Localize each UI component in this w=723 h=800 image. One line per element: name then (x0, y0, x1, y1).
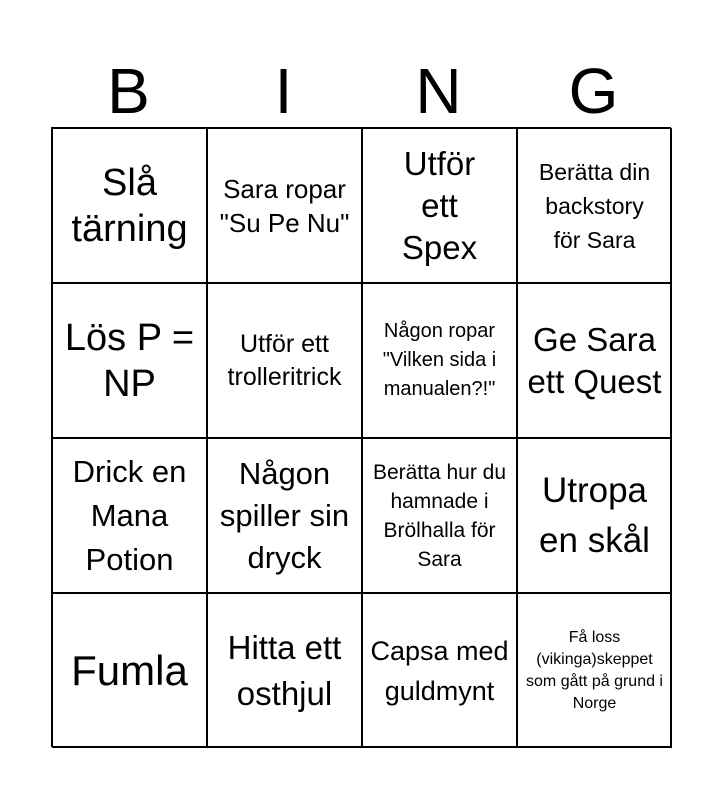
bingo-cell-13[interactable] (52, 593, 207, 748)
bingo-cell-16[interactable] (517, 593, 672, 748)
header-letter-n: N (415, 55, 462, 127)
bingo-cell-5[interactable] (52, 283, 207, 438)
bingo-cell-text: Få loss (vikinga)skeppet som gått på grund i Norge (526, 628, 663, 712)
bingo-cell-1[interactable] (52, 128, 207, 283)
header-letter-b: B (107, 55, 150, 127)
bingo-cell-text: Berätta hur du hamnade i Brölhalla för Sara (372, 460, 507, 571)
bingo-cell-8[interactable] (517, 283, 672, 438)
bingo-cell-12[interactable] (517, 438, 672, 593)
bingo-cell-text: Capsa med guldmynt (370, 635, 509, 706)
bingo-cell-text: Berätta din backstory för Sara (538, 158, 651, 253)
bingo-cell-text: Utför ett trolleritrick (227, 329, 342, 391)
bingo-cell-6[interactable] (207, 283, 362, 438)
bingo-cell-text: Sara ropar "Su Pe Nu" (219, 173, 350, 238)
bingo-cell-text: Hitta ett osthjul (227, 628, 342, 712)
bingo-cell-4[interactable] (517, 128, 672, 283)
bingo-cell-text: Drick en Mana Potion (72, 453, 187, 577)
bingo-cell-15[interactable] (362, 593, 517, 748)
header-letter-i: I (274, 55, 293, 127)
bingo-cell-text: Någon spiller sin dryck (219, 455, 350, 575)
bingo-header (51, 54, 671, 128)
bingo-cell-11[interactable] (362, 438, 517, 593)
bingo-cell-7[interactable] (362, 283, 517, 438)
bingo-cell-text: Fumla (71, 647, 188, 694)
bingo-cell-text: Utropa en skål (539, 470, 650, 560)
bingo-cell-10[interactable] (207, 438, 362, 593)
bingo-cell-3[interactable] (362, 128, 517, 283)
bingo-cell-text: Någon ropar "Vilken sida i manualen?!" (382, 320, 497, 400)
header-letter-g: G (568, 55, 619, 127)
bingo-cell-text: Ge Sara ett Quest (527, 320, 662, 400)
bingo-cell-text: Lös P = NP (64, 316, 195, 405)
bingo-cell-2[interactable] (207, 128, 362, 283)
bingo-cell-text: Utför ett Spex (401, 144, 478, 266)
bingo-cell-9[interactable] (52, 438, 207, 593)
bingo-cell-14[interactable] (207, 593, 362, 748)
bingo-grid (51, 127, 671, 747)
bingo-cell-text: Slå tärning (71, 161, 188, 250)
